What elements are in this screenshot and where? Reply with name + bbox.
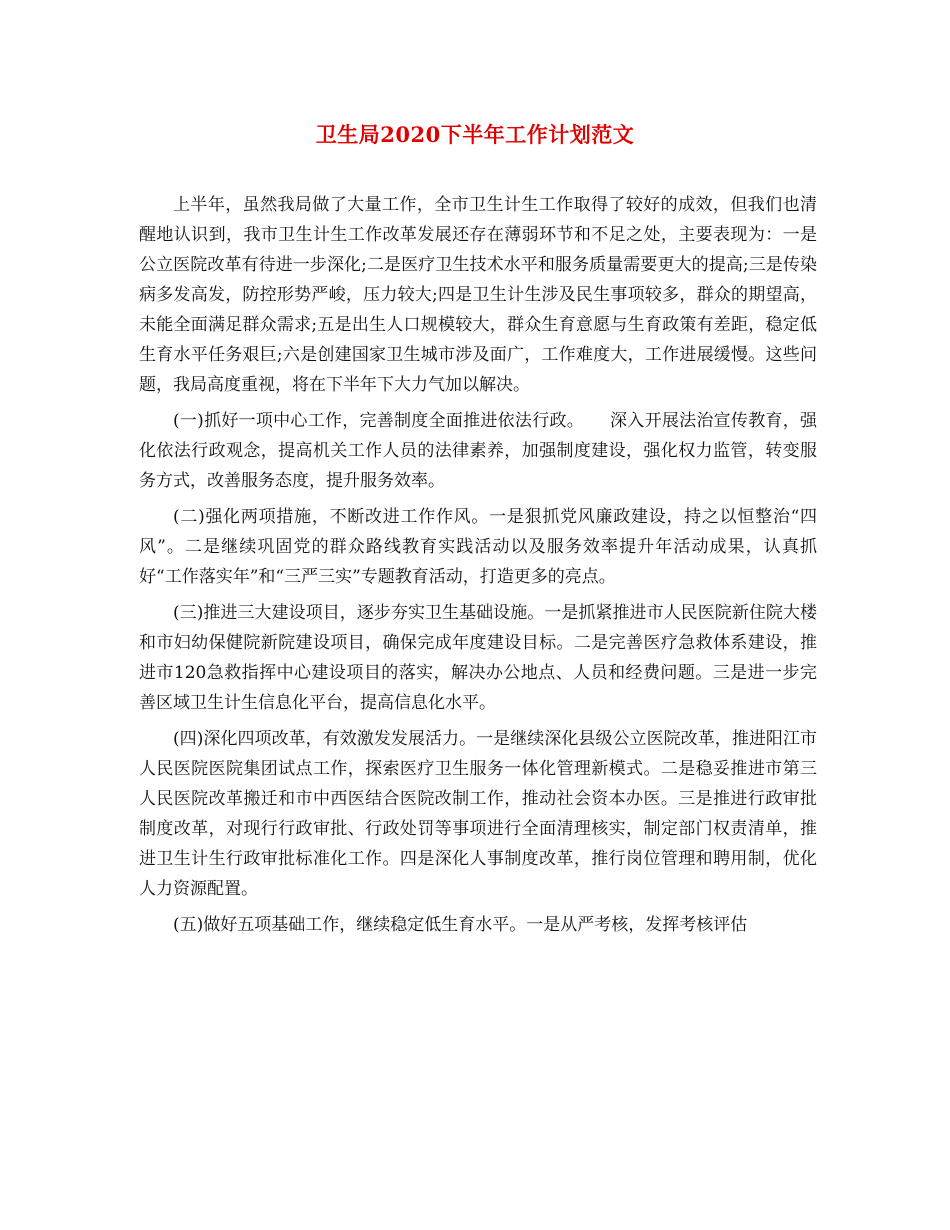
paragraph-section-1: (一)抓好一项中心工作，完善制度全面推进依法行政。 深入开展法治宣传教育，强化依法行政观念，提高机关工作人员的法律素养，加强制度建设，强化权力监管，转变服务方式，改善服务态度，提升服务效率。 bbox=[139, 411, 817, 491]
paragraph-section-3: (三)推进三大建设项目，逐步夯实卫生基础设施。一是抓紧推进市人民医院新住院大楼和市妇幼保健院新院建设项目，确保完成年度建设目标。二是完善医疗急救体系建设，推进市120急救指挥中心建设项目的落实，解决办公地点、人员和经费问题。三是进一步完善区域卫生计生信息化平台，提高信息化水平。 bbox=[139, 603, 817, 713]
document-body bbox=[139, 190, 817, 940]
paragraph-section-2: (二)强化两项措施，不断改进工作作风。一是狠抓党风廉政建设，持之以恒整治“四风”。二是继续巩固党的群众路线教育实践活动以及服务效率提升年活动成果，认真抓好“工作落实年”和“三严三实”专题教育活动，打造更多的亮点。 bbox=[139, 507, 817, 587]
paragraph-section-5: (五)做好五项基础工作，继续稳定低生育水平。一是从严考核，发挥考核评估 bbox=[173, 915, 748, 935]
paragraph-section-4: (四)深化四项改革，有效激发发展活力。一是继续深化县级公立医院改革，推进阳江市人民医院医院集团试点工作，探索医疗卫生服务一体化管理新模式。二是稳妥推进市第三人民医院改革搬迁和市中西医结合医院改制工作，推动社会资本办医。三是推进行政审批制度改革，对现行行政审批、行政处罚等事项进行全面清理核实，制定部门权责清单，推进卫生计生行政审批标准化工作。四是深化人事制度改革，推行岗位管理和聘用制，优化人力资源配置。 bbox=[139, 729, 817, 899]
paragraph-intro: 上半年，虽然我局做了大量工作，全市卫生计生工作取得了较好的成效，但我们也清醒地认识到，我市卫生计生工作改革发展还存在薄弱环节和不足之处，主要表现为：一是公立医院改革有待进一步深化;二是医疗卫生技术水平和服务质量需要更大的提高;三是传染病多发高发，防控形势严峻，压力较大;四是卫生计生涉及民生事项较多，群众的期望高，未能全面满足群众需求;五是出生人口规模较大，群众生育意愿与生育政策有差距，稳定低生育水平任务艰巨;六是创建国家卫生城市涉及面广，工作难度大，工作进展缓慢。这些问题，我局高度重视，将在下半年下大力气加以解决。 bbox=[139, 195, 817, 395]
document-title: 卫生局2020下半年工作计划范文 bbox=[315, 122, 635, 147]
